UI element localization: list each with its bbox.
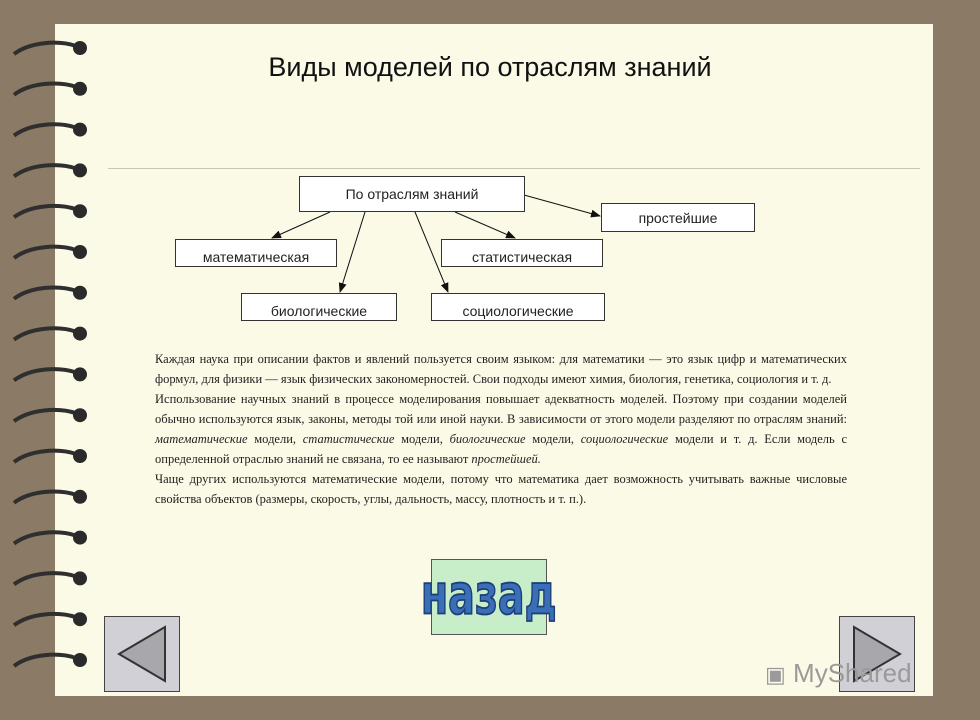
body-text [155,349,847,509]
text-run: модели, [525,432,581,446]
paragraph-2 [155,389,847,469]
node-socio: социологические [431,293,605,321]
node-simple: простейшие [601,203,755,232]
paragraph-3: Чаще других используются математические модели, потому что математика дает возможность учитывать важные числовые свойства объектов (размеры, скорость, углы, дальность, массу, плотность и т. п.). [155,472,847,506]
term-math: математические [155,432,248,446]
slide-title: Виды моделей по отраслям знаний [268,52,712,82]
term-simple: простейшей. [471,452,541,466]
text-run: модели, [247,432,303,446]
paragraph-1: Каждая наука при описании фактов и явлений пользуется своим языком: для математики — это язык цифр и математических формул, для физики — язык физических закономерностей. Свои подходы имеют химия, биология, генетика, социология и т. д. [155,352,847,386]
watermark-text: MyShared [793,658,912,688]
text-run: Использование научных знаний в процессе моделирования повышает адекватность моделей. Поэтому при создании моделей обычно используются язык, законы, методы той или иной науки. В зависимости от этого модели разделяют по отраслям знаний: [155,392,847,426]
diagram-root: По отраслям знаний [299,176,525,212]
text-run: модели и т. д. Если модель с определенной отраслью знаний не связана, то ее называют [155,432,848,466]
node-math: математическая [175,239,337,267]
triangle-left-icon [105,617,179,691]
watermark [765,658,912,689]
term-socio: социологические [580,432,669,446]
text-run: модели, [394,432,450,446]
term-bio: биологические [449,432,526,446]
term-stat: статистические [302,432,395,446]
node-bio: биологические [241,293,397,321]
presentation-icon: ▣ [765,662,786,687]
node-stat: статистическая [441,239,603,267]
back-button-art [420,560,557,634]
prev-slide-button[interactable] [104,616,180,692]
back-button[interactable] [420,559,557,635]
back-button-label: назад [420,564,557,628]
